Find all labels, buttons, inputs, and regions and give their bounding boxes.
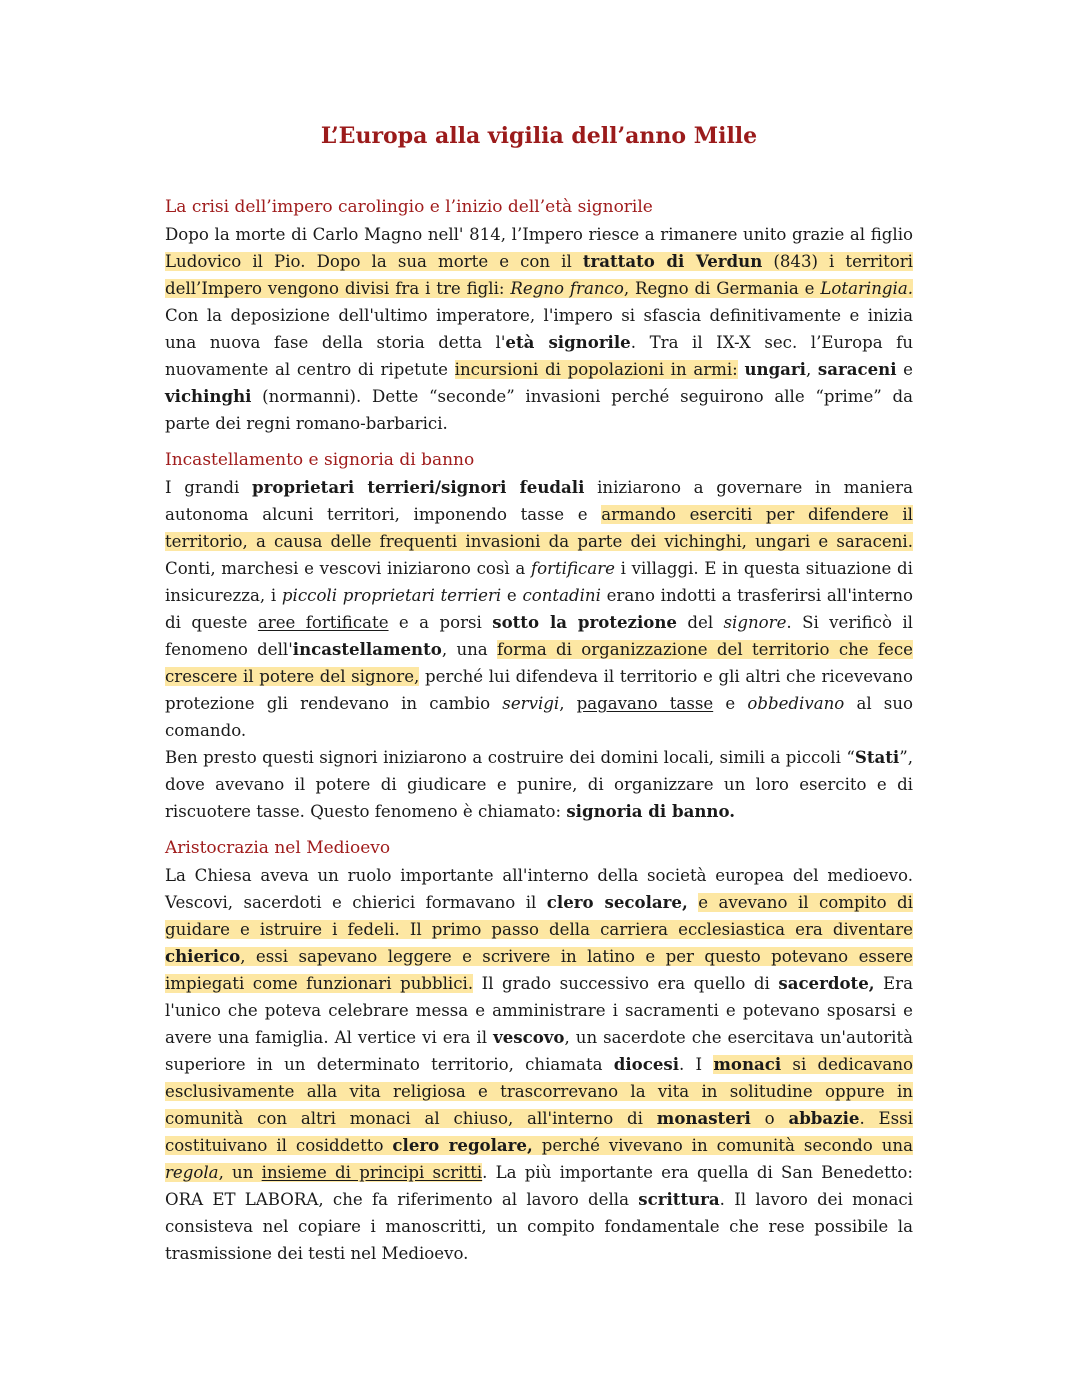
text-run: , una	[441, 640, 498, 659]
highlighted-text: regola	[165, 1163, 219, 1182]
highlighted-text: Lotaringia.	[820, 279, 913, 298]
text-run: , un sacerdote che esercitava un'autorità superiore in un determinato territorio, chiamata	[165, 1028, 914, 1074]
text-run: . Si verificò il fenomeno dell'	[165, 613, 913, 659]
text-run: Era l'unico che poteva celebrare messa e amministrare i sacramenti e potevano sposarsi e avere una famiglia. Al vertice vi era il	[165, 974, 913, 1047]
section-aristocrazia	[165, 835, 913, 1267]
text-run: proprietari terrieri/signori feudali	[252, 477, 585, 497]
text-run: vescovo	[493, 1027, 565, 1047]
text-run: signore	[723, 613, 787, 632]
highlighted-text: monaci	[713, 1054, 782, 1074]
text-run: età signorile	[505, 332, 631, 352]
text-run: diocesi	[613, 1054, 680, 1074]
text-run: pagavano tasse	[576, 694, 714, 713]
text-run: vichinghi	[165, 386, 252, 406]
text-run: ,	[559, 694, 577, 713]
highlighted-text: , Regno di Germania e	[623, 279, 821, 298]
text-run: iniziarono a governare in maniera autonoma alcuni territori, imponendo tasse e	[165, 478, 914, 524]
page-title: L’Europa alla vigilia dell’anno Mille	[320, 123, 758, 149]
text-run: fortificare	[530, 559, 615, 578]
text-run: Il grado successivo era quello di	[473, 974, 779, 993]
text-run	[688, 893, 698, 912]
highlighted-text: o	[750, 1109, 789, 1128]
text-run: saraceni	[817, 359, 897, 379]
section-paragraph	[165, 474, 913, 744]
section-heading: La crisi dell’impero carolingio e l’inizio dell’età signorile	[165, 197, 653, 217]
text-run: ,	[805, 360, 818, 379]
highlighted-text: trattato di Verdun	[582, 251, 763, 271]
text-run: e a porsi	[388, 613, 493, 632]
highlighted-text: insieme di principi scritti	[261, 1163, 483, 1182]
text-run: servigi	[502, 694, 560, 713]
text-run: piccoli proprietari terrieri	[281, 586, 502, 605]
highlighted-text: , un	[218, 1163, 262, 1182]
text-run: sacerdote,	[778, 973, 875, 993]
text-run: contadini	[522, 586, 601, 605]
highlighted-text: perché vivevano in comunità secondo una	[532, 1136, 914, 1155]
highlighted-text: Regno franco	[510, 279, 624, 298]
text-run: Ben presto questi signori iniziarono a costruire dei domini locali, simili a piccoli “	[165, 748, 855, 767]
highlighted-text: armando eserciti per difendere il territorio, a causa delle frequenti invasioni da parte dei vichinghi, ungari e saraceni.	[165, 505, 913, 551]
highlighted-text: Ludovico il Pio. Dopo la sua morte e con il	[165, 252, 583, 271]
section-paragraph	[165, 221, 913, 437]
section-paragraph	[165, 744, 913, 825]
highlighted-text: clero regolare,	[392, 1135, 533, 1155]
section-crisi	[165, 194, 913, 437]
text-run: al suo comando.	[165, 694, 913, 740]
text-run: e	[713, 694, 748, 713]
highlighted-text: incursioni di popolazioni in armi:	[454, 360, 738, 379]
text-run: signoria di banno.	[566, 801, 736, 821]
text-run: (normanni). Dette “seconde” invasioni perché seguirono alle “prime” da parte dei regni romano-barbarici.	[165, 387, 913, 433]
text-run: del	[676, 613, 724, 632]
text-run: e	[501, 586, 523, 605]
highlighted-text: (843) i territori dell’Impero vengono divisi fra i tre figli:	[165, 252, 913, 298]
highlighted-text: . Essi costituivano il cosiddetto	[165, 1109, 913, 1155]
text-run: i villaggi. E in questa situazione di insicurezza, i	[165, 559, 913, 605]
text-run: . Tra il IX-X sec. l’Europa fu nuovamente al centro di ripetute	[165, 333, 914, 379]
highlighted-text: si dedicavano esclusivamente alla vita religiosa e trascorrevano la vita in solitudine oppure in comunità con altri monaci al chiuso, all'interno di	[165, 1055, 913, 1128]
text-run: aree fortificate	[257, 613, 389, 632]
text-run: Con la deposizione dell'ultimo imperatore, l'impero si sfascia definitivamente e inizia una nuova fase della storia detta l'	[165, 306, 913, 352]
section-paragraph	[165, 862, 913, 1267]
text-run: obbedivano	[747, 694, 845, 713]
text-run: ungari	[744, 359, 806, 379]
text-run: scrittura	[638, 1189, 720, 1209]
section-heading: Aristocrazia nel Medioevo	[165, 838, 391, 858]
text-run: sotto la protezione	[492, 612, 677, 632]
text-run: . I	[679, 1055, 714, 1074]
text-run: Dopo la morte di Carlo Magno nell' 814, l’Impero riesce a rimanere unito grazie al figlio	[165, 225, 913, 244]
text-run: clero secolare,	[546, 892, 688, 912]
text-run: . Il lavoro dei monaci consisteva nel copiare i manoscritti, un compito fondamentale che rese possibile la trasmissione dei testi nel Medioevo.	[165, 1190, 913, 1263]
highlighted-text: e avevano il compito di guidare e istruire i fedeli. Il primo passo della carriera ecclesiastica era diventare	[165, 893, 913, 939]
highlighted-text: forma di organizzazione del territorio che fece crescere il potere del signore,	[165, 640, 913, 686]
text-run: La Chiesa aveva un ruolo importante all'interno della società europea del medioevo. Vescovi, sacerdoti e chierici formavano il	[165, 866, 913, 912]
document-page	[165, 118, 913, 1277]
text-run: erano indotti a trasferirsi all'interno di queste	[165, 586, 914, 632]
highlighted-text: abbazie	[788, 1108, 860, 1128]
highlighted-text: chierico	[165, 946, 241, 966]
text-run: . La più importante era quella di San Benedetto: ORA ET LABORA, che fa riferimento al lavoro della	[165, 1163, 913, 1209]
text-run: Stati	[854, 747, 900, 767]
highlighted-text: , essi sapevano leggere e scrivere in latino e per questo potevano essere impiegati come funzionari pubblici.	[165, 947, 913, 993]
text-run: ”, dove avevano il potere di giudicare e punire, di organizzare un loro esercito e di riscuotere tasse. Questo fenomeno è chiamato:	[165, 748, 913, 821]
highlighted-text: monasteri	[656, 1108, 751, 1128]
text-run: Conti, marchesi e vescovi iniziarono così a	[165, 559, 531, 578]
text-run: perché lui difendeva il territorio e gli altri che ricevevano protezione gli rendevano in cambio	[165, 667, 913, 713]
section-heading: Incastellamento e signoria di banno	[165, 450, 475, 470]
text-run: e	[896, 360, 913, 379]
text-run: incastellamento	[292, 639, 442, 659]
section-incastellamento	[165, 447, 913, 825]
text-run: I grandi	[165, 478, 253, 497]
